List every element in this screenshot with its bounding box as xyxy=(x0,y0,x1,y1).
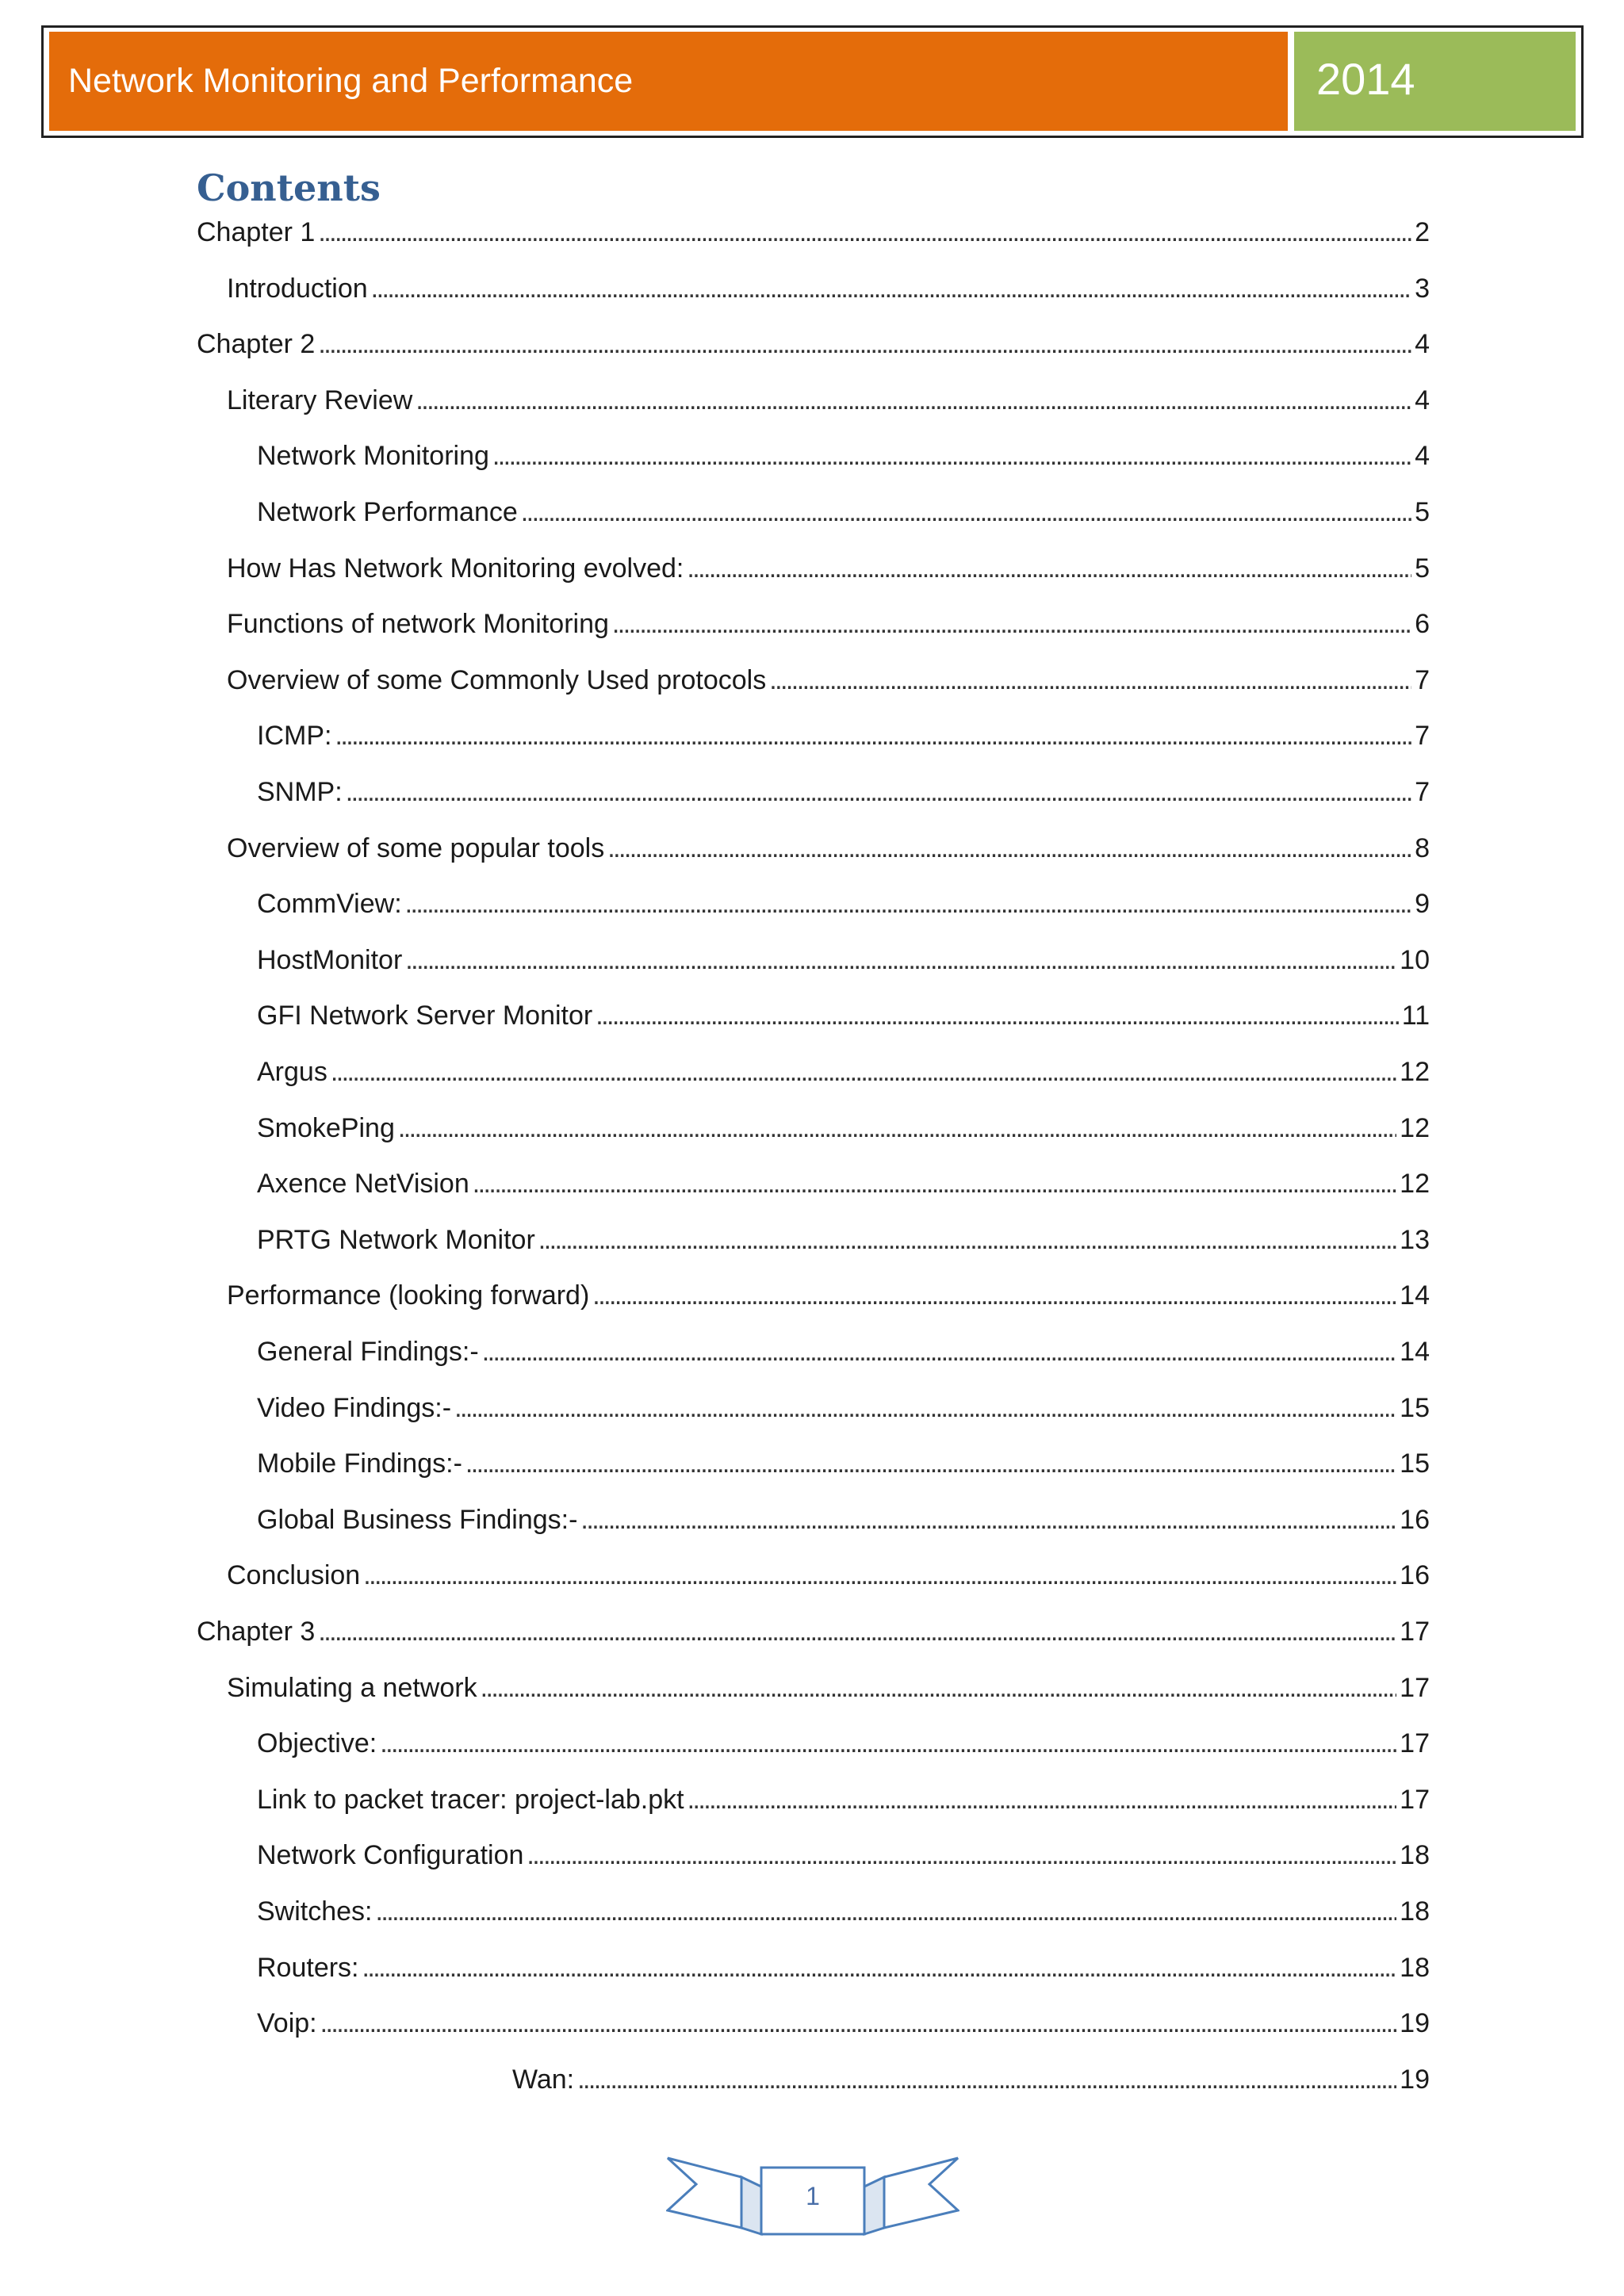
toc-leader-dots xyxy=(405,940,1396,980)
toc-entry-page: 11 xyxy=(1401,1001,1430,1031)
toc-entry[interactable] xyxy=(197,2003,1430,2043)
toc-entry-label: Voip: xyxy=(257,2008,317,2039)
toc-entry[interactable] xyxy=(197,1108,1430,1148)
toc-entry-label: Introduction xyxy=(227,273,368,304)
toc-entry-label: Chapter 2 xyxy=(197,329,316,360)
toc-entry[interactable] xyxy=(197,492,1430,532)
toc-entry-label: Global Business Findings:- xyxy=(257,1504,578,1535)
toc-entry[interactable] xyxy=(197,381,1430,420)
toc-leader-dots xyxy=(416,381,1411,420)
toc-leader-dots xyxy=(538,1220,1396,1260)
toc-entry-page: 7 xyxy=(1415,664,1430,695)
toc-entry[interactable] xyxy=(197,828,1430,868)
toc-entry-page: 18 xyxy=(1400,1952,1430,1983)
toc-entry-page: 4 xyxy=(1415,329,1430,360)
toc-entry[interactable] xyxy=(197,1220,1430,1260)
toc-entry-label: Objective: xyxy=(257,1728,377,1759)
toc-leader-dots xyxy=(454,1388,1396,1428)
toc-entry-page: 16 xyxy=(1400,1560,1430,1591)
toc-entry-page: 10 xyxy=(1400,944,1430,975)
toc-entry-page: 7 xyxy=(1415,721,1430,752)
toc-entry-label: Overview of some Commonly Used protocols xyxy=(227,664,767,695)
toc-entry-page: 5 xyxy=(1415,497,1430,527)
toc-leader-dots xyxy=(607,828,1411,868)
toc-entry-page: 15 xyxy=(1400,1448,1430,1479)
toc-leader-dots xyxy=(481,1668,1397,1708)
toc-leader-dots xyxy=(376,1892,1397,1931)
toc-entry[interactable] xyxy=(197,549,1430,588)
toc-leader-dots xyxy=(492,436,1411,476)
toc-entry-page: 16 xyxy=(1400,1504,1430,1535)
toc-entry[interactable] xyxy=(197,1556,1430,1595)
toc-entry-page: 12 xyxy=(1400,1057,1430,1087)
toc-entry-page: 18 xyxy=(1400,1840,1430,1871)
toc-leader-dots xyxy=(320,2003,1397,2043)
toc-entry-label: Network Configuration xyxy=(257,1840,524,1871)
toc-entry-page: 14 xyxy=(1400,1280,1430,1311)
toc-leader-dots xyxy=(331,1052,1396,1092)
toc-entry-page: 17 xyxy=(1400,1784,1430,1815)
toc-entry-label: Switches: xyxy=(257,1896,373,1927)
toc-entry-label: Literary Review xyxy=(227,385,413,415)
toc-leader-dots xyxy=(318,1612,1396,1651)
toc-entry[interactable] xyxy=(197,604,1430,644)
toc-entry-page: 3 xyxy=(1415,273,1430,304)
toc-leader-dots xyxy=(465,1444,1396,1483)
toc-leader-dots xyxy=(769,660,1411,700)
toc-entry[interactable] xyxy=(197,660,1430,700)
toc-entry-label: PRTG Network Monitor xyxy=(257,1224,535,1255)
toc-leader-dots xyxy=(405,884,1411,924)
toc-entry[interactable] xyxy=(197,324,1430,364)
toc-entry[interactable] xyxy=(197,1052,1430,1092)
toc-entry-page: 9 xyxy=(1415,889,1430,920)
toc-entry-label: CommView: xyxy=(257,889,402,920)
toc-entry[interactable] xyxy=(197,1948,1430,1988)
toc-leader-dots xyxy=(612,604,1411,644)
toc-leader-dots xyxy=(346,772,1411,812)
toc-entry-page: 5 xyxy=(1415,553,1430,584)
toc-leader-dots xyxy=(592,1276,1396,1315)
toc-entry[interactable] xyxy=(197,1668,1430,1708)
toc-entry-label: How Has Network Monitoring evolved: xyxy=(227,553,684,584)
toc-entry-page: 14 xyxy=(1400,1337,1430,1367)
toc-entry-label: General Findings:- xyxy=(257,1337,479,1367)
toc-entry-label: Network Performance xyxy=(257,497,518,527)
header-title: Network Monitoring and Performance xyxy=(49,32,1288,131)
toc-entry-page: 7 xyxy=(1415,777,1430,807)
toc-entry-page: 18 xyxy=(1400,1896,1430,1927)
toc-entry-label: Video Findings:- xyxy=(257,1392,452,1423)
toc-entry-page: 19 xyxy=(1400,2064,1430,2095)
toc-entry-label: Functions of network Monitoring xyxy=(227,609,609,640)
toc-entry-page: 15 xyxy=(1400,1392,1430,1423)
toc-entry-label: Axence NetVision xyxy=(257,1169,469,1200)
toc-entry-page: 17 xyxy=(1400,1617,1430,1647)
toc-entry-label: Chapter 1 xyxy=(197,217,316,247)
toc-entry-page: 6 xyxy=(1415,609,1430,640)
toc-entry[interactable] xyxy=(197,1444,1430,1483)
toc-entry-label: Wan: xyxy=(512,2064,575,2095)
toc-entry-label: Argus xyxy=(257,1057,327,1087)
toc-entry[interactable] xyxy=(197,996,1430,1035)
toc-entry-label: HostMonitor xyxy=(257,944,403,975)
toc-entry[interactable] xyxy=(197,1276,1430,1315)
toc-entry-label: Performance (looking forward) xyxy=(227,1280,590,1311)
toc-entry[interactable] xyxy=(197,1780,1430,1820)
toc-entry[interactable] xyxy=(197,212,1430,252)
toc-leader-dots xyxy=(318,324,1411,364)
toc-entry-label: Simulating a network xyxy=(227,1672,477,1703)
toc-entry[interactable] xyxy=(197,1164,1430,1203)
toc-leader-dots xyxy=(362,1948,1397,1988)
toc-entry[interactable] xyxy=(197,716,1430,756)
toc-entry[interactable] xyxy=(197,436,1430,476)
toc-leader-dots xyxy=(687,549,1411,588)
toc-entry-page: 17 xyxy=(1400,1672,1430,1703)
toc-entry[interactable] xyxy=(197,1500,1430,1540)
toc-entry[interactable] xyxy=(197,772,1430,812)
toc-entry[interactable] xyxy=(197,269,1430,308)
toc-entry-label: GFI Network Server Monitor xyxy=(257,1001,593,1031)
toc-entry-page: 8 xyxy=(1415,832,1430,863)
header-year: 2014 xyxy=(1294,32,1576,131)
toc-leader-dots xyxy=(363,1556,1396,1595)
toc-entry-page: 4 xyxy=(1415,441,1430,472)
toc-entry-page: 17 xyxy=(1400,1728,1430,1759)
toc-entry[interactable] xyxy=(197,940,1430,980)
toc-entry[interactable] xyxy=(197,1388,1430,1428)
toc-leader-dots xyxy=(596,996,1398,1035)
toc-entry[interactable] xyxy=(197,1724,1430,1763)
page-number: 1 xyxy=(806,2182,820,2210)
toc-leader-dots xyxy=(473,1164,1396,1203)
toc-leader-dots xyxy=(688,1780,1397,1820)
toc-entry-label: ICMP: xyxy=(257,721,332,752)
toc-leader-dots xyxy=(580,1500,1396,1540)
toc-entry[interactable] xyxy=(197,1332,1430,1372)
contents-heading: Contents xyxy=(197,166,381,209)
toc-entry[interactable] xyxy=(197,1835,1430,1875)
toc-entry-label: Chapter 3 xyxy=(197,1617,316,1647)
toc-entry[interactable] xyxy=(197,1892,1430,1931)
toc-entry-page: 12 xyxy=(1400,1169,1430,1200)
toc-entry-label: Overview of some popular tools xyxy=(227,832,605,863)
toc-entry[interactable] xyxy=(197,884,1430,924)
toc-entry-page: 12 xyxy=(1400,1112,1430,1143)
toc-entry-label: Link to packet tracer: project-lab.pkt xyxy=(257,1784,684,1815)
toc-leader-dots xyxy=(335,716,1411,756)
toc-leader-dots xyxy=(318,212,1411,252)
toc-leader-dots xyxy=(371,269,1411,308)
toc-entry-label: Routers: xyxy=(257,1952,359,1983)
toc-entry[interactable] xyxy=(197,2060,1430,2099)
toc-entry-page: 19 xyxy=(1400,2008,1430,2039)
toc-entry-page: 13 xyxy=(1400,1224,1430,1255)
toc-entry-label: Conclusion xyxy=(227,1560,361,1591)
toc-entry-page: 4 xyxy=(1415,385,1430,415)
toc-entry-page: 2 xyxy=(1415,217,1430,247)
toc-entry-label: SNMP: xyxy=(257,777,343,807)
toc-leader-dots xyxy=(577,2060,1396,2099)
toc-leader-dots xyxy=(527,1835,1396,1875)
toc-entry-label: Network Monitoring xyxy=(257,441,489,472)
toc-leader-dots xyxy=(398,1108,1396,1148)
toc-leader-dots xyxy=(521,492,1411,532)
toc-entry-label: Mobile Findings:- xyxy=(257,1448,462,1479)
toc-leader-dots xyxy=(482,1332,1396,1372)
toc-entry[interactable] xyxy=(197,1612,1430,1651)
toc-entry-label: SmokePing xyxy=(257,1112,395,1143)
toc-leader-dots xyxy=(380,1724,1396,1763)
